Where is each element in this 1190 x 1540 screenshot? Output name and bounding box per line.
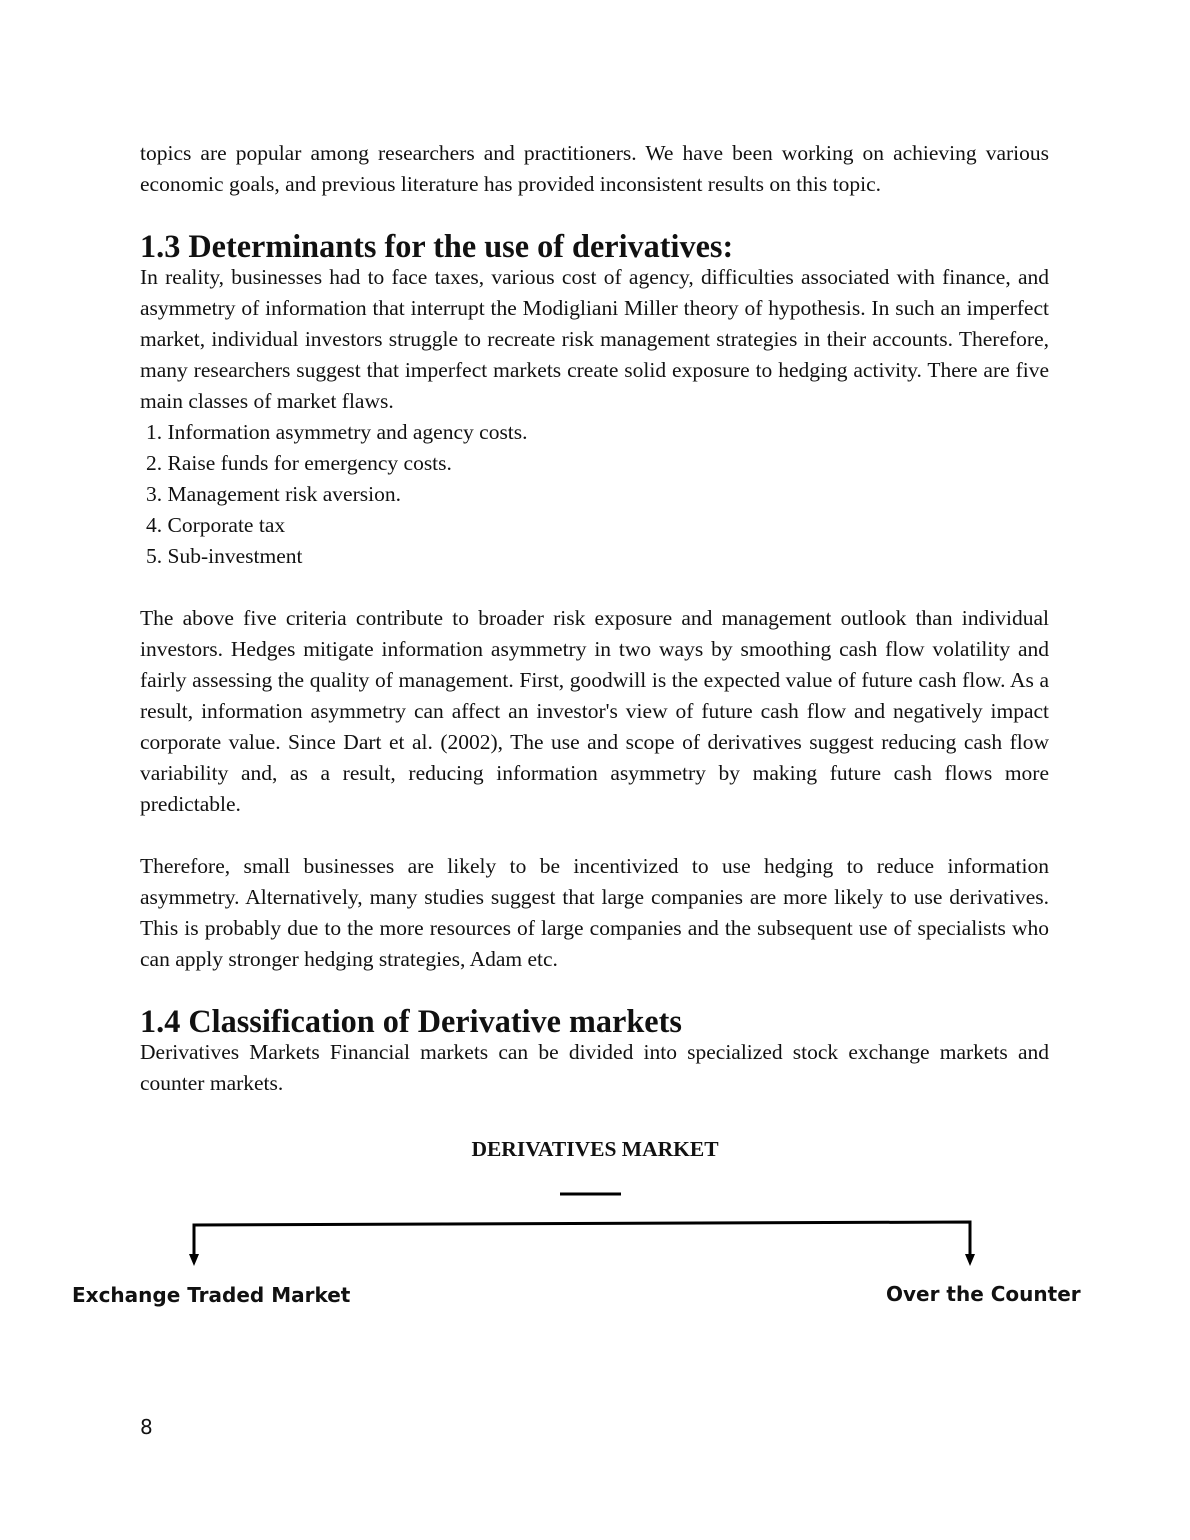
small-business-paragraph: Therefore, small businesses are likely to be incentivized to use hedging to reduce information asymmetry. Alternatively, many studies suggest that large companies are more likely to use derivatives. This is probably due to the more resources of large companies and the subsequent use of specialists who can apply stronger hedging strategies, Adam etc. (140, 854, 1049, 971)
page-number: 8 (140, 1415, 153, 1439)
section-1-4-heading: 1.4 Classification of Derivative markets (140, 1003, 682, 1039)
page-body (140, 138, 1049, 1099)
list-item: 1. Information asymmetry and agency costs. (146, 420, 528, 444)
spacer (140, 572, 1049, 603)
branch-connector (194, 1222, 970, 1256)
spacer (140, 820, 1049, 851)
right-arrowhead (965, 1254, 975, 1266)
exchange-traded-market-label: Exchange Traded Market (72, 1283, 351, 1307)
list-item: 4. Corporate tax (146, 513, 286, 537)
market-flaws-list (140, 417, 1049, 572)
determinants-paragraph: In reality, businesses had to face taxes, various cost of agency, difficulties associated with finance, and asymmetry of information that interrupt the Modigliani Miller theory of hypothesis. In such an imperfect market, individual investors struggle to recreate risk management strategies in their accounts. Therefore, many researchers suggest that imperfect markets create solid exposure to hedging activity. There are five main classes of market flaws. (140, 265, 1049, 413)
over-the-counter-label: Over the Counter (886, 1282, 1081, 1306)
intro-paragraph: topics are popular among researchers and practitioners. We have been working on achieving various economic goals, and previous literature has provided inconsistent results on this topic. (140, 141, 1049, 196)
section-1-3-heading: 1.3 Determinants for the use of derivatives: (140, 228, 734, 264)
criteria-paragraph: The above five criteria contribute to broader risk exposure and management outlook than individual investors. Hedges mitigate information asymmetry in two ways by smoothing cash flow volatility and fairly assessing the quality of management. First, goodwill is the expected value of future cash flow. As a result, information asymmetry can affect an investor's view of future cash flow and negatively impact corporate value. Since Dart et al. (2002), The use and scope of derivatives suggest reducing cash flow variability and, as a result, reducing information asymmetry by making future cash flows more predictable. (140, 606, 1049, 816)
spacer (140, 200, 1049, 231)
classification-paragraph: Derivatives Markets Financial markets can be divided into specialized stock exchange markets and counter markets. (140, 1040, 1049, 1095)
derivatives-market-diagram (0, 1180, 1190, 1280)
spacer (140, 975, 1049, 1006)
list-item: 2. Raise funds for emergency costs. (146, 451, 452, 475)
left-arrowhead (189, 1254, 199, 1266)
diagram-title: DERIVATIVES MARKET (471, 1137, 719, 1161)
list-item: 5. Sub-investment (146, 544, 303, 568)
list-item: 3. Management risk aversion. (146, 482, 401, 506)
